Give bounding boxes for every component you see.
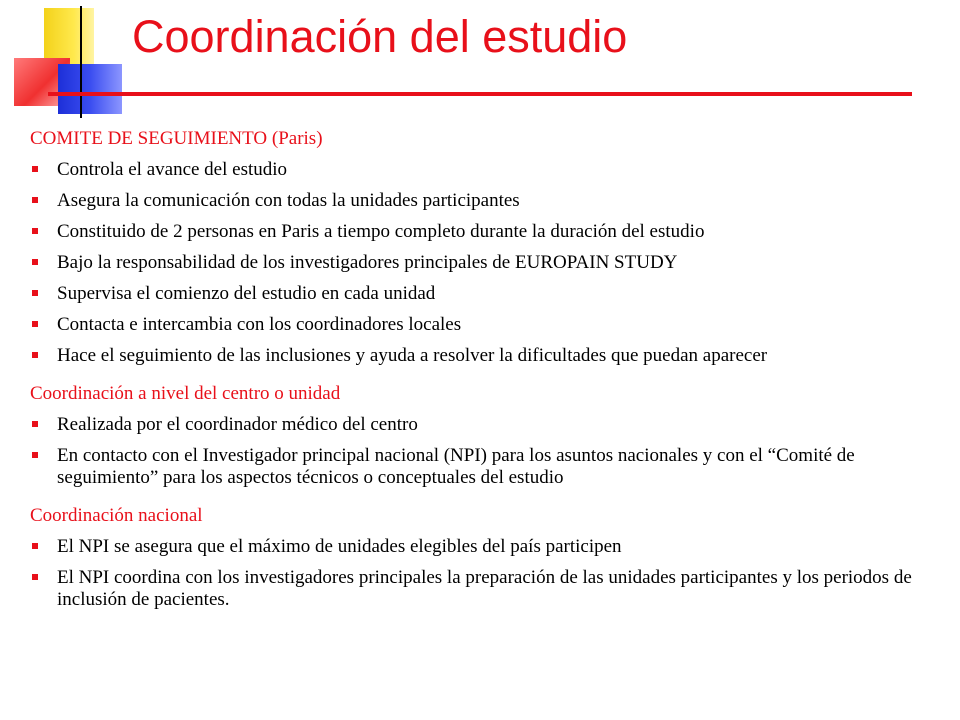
list-item — [30, 567, 925, 611]
list-item-text: Realizada por el coordinador médico del centro — [57, 414, 418, 435]
bullet-list — [30, 536, 925, 611]
section-coordinacion-nacional — [30, 505, 925, 611]
list-item-text: Contacta e intercambia con los coordinadores locales — [57, 314, 462, 335]
square-bullet-icon — [32, 321, 38, 327]
bullet-list — [30, 159, 925, 367]
square-bullet-icon — [32, 574, 38, 580]
square-bullet-icon — [32, 166, 38, 172]
section-heading: COMITE DE SEGUIMIENTO (Paris) — [30, 128, 323, 149]
section-heading: Coordinación nacional — [30, 505, 203, 526]
list-item — [30, 221, 925, 243]
list-item — [30, 345, 925, 367]
section-comite-seguimiento — [30, 128, 925, 367]
list-item — [30, 283, 925, 305]
logo-yellow-square — [44, 8, 94, 64]
list-item-text: Supervisa el comienzo del estudio en cada unidad — [57, 283, 436, 304]
slide-logo — [0, 0, 140, 120]
list-item-text: Asegura la comunicación con todas la unidades participantes — [57, 190, 520, 211]
list-item — [30, 190, 925, 212]
slide-body — [30, 128, 925, 627]
section-coordinacion-centro — [30, 383, 925, 489]
list-item — [30, 536, 925, 558]
title-underline — [48, 92, 912, 96]
square-bullet-icon — [32, 228, 38, 234]
square-bullet-icon — [32, 259, 38, 265]
square-bullet-icon — [32, 543, 38, 549]
square-bullet-icon — [32, 452, 38, 458]
list-item-text: El NPI se asegura que el máximo de unidades elegibles del país participen — [57, 536, 622, 557]
square-bullet-icon — [32, 352, 38, 358]
logo-blue-square — [58, 64, 122, 114]
list-item — [30, 414, 925, 436]
list-item — [30, 159, 925, 181]
list-item-text: Hace el seguimiento de las inclusiones y ayuda a resolver la dificultades que puedan aparecer — [57, 345, 768, 366]
list-item-text: Controla el avance del estudio — [57, 159, 288, 180]
section-heading: Coordinación a nivel del centro o unidad — [30, 383, 341, 404]
list-item — [30, 252, 925, 274]
list-item-text: El NPI coordina con los investigadores principales la preparación de las unidades participantes y los periodos de inclusión de pacientes. — [57, 567, 912, 610]
square-bullet-icon — [32, 197, 38, 203]
list-item-text: Constituido de 2 personas en Paris a tiempo completo durante la duración del estudio — [57, 221, 705, 242]
list-item — [30, 445, 925, 489]
slide-title: Coordinación del estudio — [132, 11, 628, 62]
bullet-list — [30, 414, 925, 489]
logo-vertical-line — [80, 6, 82, 118]
list-item-text: En contacto con el Investigador principal nacional (NPI) para los asuntos nacionales y con el “Comité de seguimiento” para los aspectos técnicos o conceptuales del estudio — [57, 445, 855, 488]
square-bullet-icon — [32, 290, 38, 296]
list-item-text: Bajo la responsabilidad de los investigadores principales de EUROPAIN STUDY — [57, 252, 678, 273]
square-bullet-icon — [32, 421, 38, 427]
list-item — [30, 314, 925, 336]
